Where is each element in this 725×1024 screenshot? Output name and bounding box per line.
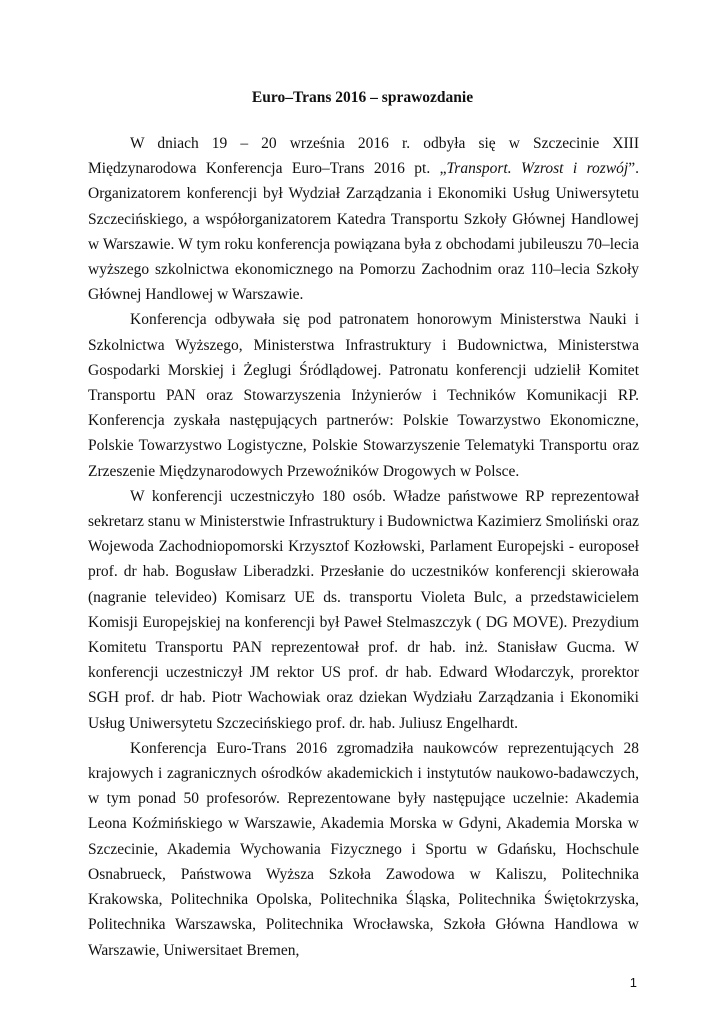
document-title: Euro–Trans 2016 – sprawozdanie [251,89,474,106]
conference-motto: Transport. Wzrost i rozwój [446,160,629,178]
paragraph-patronage: Konferencja odbywała się pod patronatem honorowym Ministerstwa Nauki i Szkolnictwa Wyższego, Ministerstwa Infrastruktury i Budownictwa, Ministerstwa Gospodarki Morskiej i Żeglugi Śródlądowej. Patronatu konferencji udzielił Komitet Transportu PAN oraz Stowarzyszenia Inżynierów i Techników Komunikacji RP. Konferencja zyskała następujących partnerów: Polskie Towarzystwo Ekonomiczne, Polskie Towarzystwo Logistyczne, Polskie Stowarzyszenie Telematyki Transportu oraz Zrzeszenie Międzynarodowych Przewoźników Drogowych w Polsce. [88,311,639,480]
paragraph-1-text-after: ”. Organizatorem konferencji był Wydział Zarządzania i Ekonomiki Usług Uniwersytetu Szczecińskiego, a współorganizatorem Katedra Transportu Szkoły Głównej Handlowej w Warszawie. W tym roku konferencja powiązana była z obchodami jubileuszu 70–lecia wyższego szkolnictwa ekonomicznego na Pomorzu Zachodnim oraz 110–lecia Szkoły Głównej Handlowej w Warszawie. [88,160,639,304]
paragraph-universities: Konferencja Euro-Trans 2016 zgromadziła naukowców reprezentujących 28 krajowych i zagranicznych ośrodków akademickich i instytutów naukowo-badawczych, w tym ponad 50 profesorów. Reprezentowane były następujące uczelnie: Akademia Leona Koźmińskiego w Warszawie, Akademia Morska w Gdyni, Akademia Morska w Szczecinie, Akademia Wychowania Fizycznego i Sportu w Gdańsku, Hochschule Osnabrueck, Państwowa Wyższa Szkoła Zawodowa w Kaliszu, Politechnika Krakowska, Politechnika Opolska, Politechnika Śląska, Politechnika Świętokrzyska, Politechnika Warszawska, Politechnika Wrocławska, Szkoła Główna Handlowa w Warszawie, Uniwersitaet Bremen, [88,739,639,959]
paragraph-1-text-before: W dniach 19 – 20 września 2016 r. odbyła się w Szczecinie XIII Międzynarodowa Konferencja Euro–Trans 2016 pt. „ [88,135,639,178]
page-number: 1 [629,975,637,990]
paragraph-conference-dates [88,131,639,307]
document-body [88,131,639,963]
paragraph-participants: W konferencji uczestniczyło 180 osób. Władze państwowe RP reprezentował sekretarz stanu w Ministerstwie Infrastruktury i Budownictwa Kazimierz Smoliński oraz Wojewoda Zachodniopomorski Krzysztof Kozłowski, Parlament Europejski - europoseł prof. dr hab. Bogusław Liberadzki. Przesłanie do uczestników konferencji skierowała (nagranie televideo) Komisarz UE ds. transportu Violeta Bulc, a przedstawicielem Komisji Europejskiej na konferencji był Paweł Stelmaszczyk ( DG MOVE). Prezydium Komitetu Transportu PAN reprezentował prof. dr hab. inż. Stanisław Gucma. W konferencji uczestniczył JM rektor US prof. dr hab. Edward Włodarczyk, prorektor SGH prof. dr hab. Piotr Wachowiak oraz dziekan Wydziału Zarządzania i Ekonomiki Usług Uniwersytetu Szczecińskiego prof. dr. hab. Juliusz Engelhardt. [88,487,639,732]
